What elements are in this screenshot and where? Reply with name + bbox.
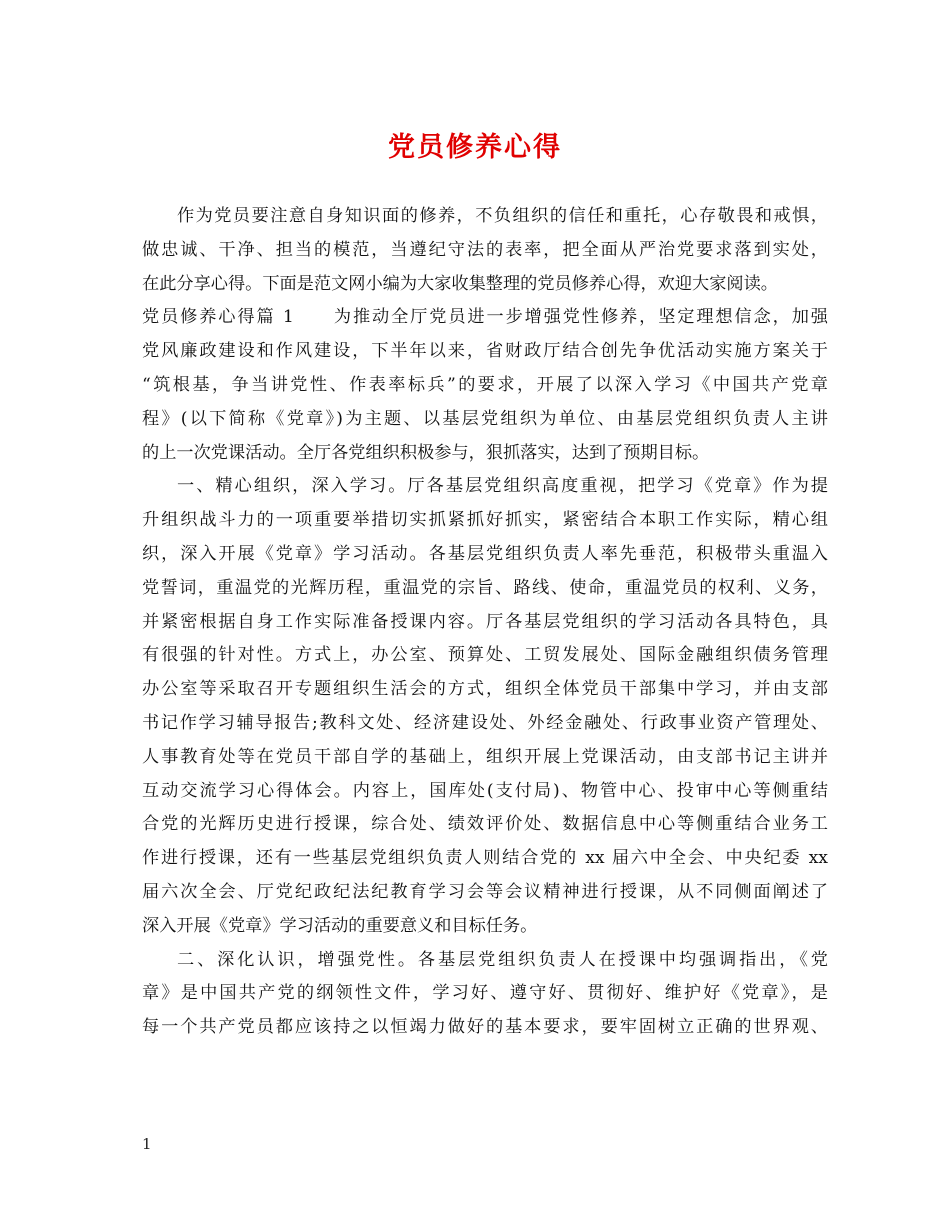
body-line: 互动交流学习心得体会。内容上，国库处(支付局)、物管中心、投审中心等侧重结 [142, 780, 828, 801]
body-line: 党誓词，重温党的光辉历程，重温党的宗旨、路线、使命，重温党员的权利、义务， [142, 577, 828, 598]
document-body [142, 200, 828, 1045]
body-line: 合党的光辉历史进行授课，综合处、绩效评价处、数据信息中心等侧重结合业务工 [142, 814, 828, 835]
body-line: 升组织战斗力的一项重要举措切实抓紧抓好抓实，紧密结合本职工作实际，精心组 [142, 510, 828, 531]
body-line: 每一个共产党员都应该持之以恒竭力做好的基本要求，要牢固树立正确的世界观、 [142, 1017, 828, 1038]
body-line: 一、精心组织，深入学习。厅各基层党组织高度重视，把学习《党章》作为提 [177, 476, 828, 497]
document-title: 党员修养心得 [388, 132, 562, 163]
body-line: 党员修养心得篇 1 为推动全厅党员进一步增强党性修养，坚定理想信念，加强 [142, 307, 828, 328]
body-line: 程》(以下简称《党章》)为主题、以基层党组织为单位、由基层党组织负责人主讲 [142, 408, 828, 429]
body-line: 在此分享心得。下面是范文网小编为大家收集整理的党员修养心得，欢迎大家阅读。 [142, 273, 778, 294]
body-line: 二、深化认识，增强党性。各基层党组织负责人在授课中均强调指出，《党 [177, 949, 828, 970]
page-number: 1 [142, 1135, 152, 1153]
body-line: 织，深入开展《党章》学习活动。各基层党组织负责人率先垂范，积极带头重温入 [142, 543, 828, 564]
body-line: 并紧密根据自身工作实际准备授课内容。厅各基层党组织的学习活动各具特色，具 [142, 611, 828, 632]
body-line: “筑根基，争当讲党性、作表率标兵”的要求，开展了以深入学习《中国共产党章 [142, 374, 828, 395]
body-line: 书记作学习辅导报告;教科文处、经济建设处、外经金融处、行政事业资产管理处、 [142, 712, 828, 733]
body-line: 的上一次党课活动。全厅各党组织积极参与，狠抓落实，达到了预期目标。 [142, 442, 710, 463]
body-line: 深入开展《党章》学习活动的重要意义和目标任务。 [142, 915, 538, 936]
body-line: 党风廉政建设和作风建设，下半年以来，省财政厅结合创先争优活动实施方案关于 [142, 341, 828, 362]
body-line: 人事教育处等在党员干部自学的基础上，组织开展上党课活动，由支部书记主讲并 [142, 746, 828, 767]
body-line: 办公室等采取召开专题组织生活会的方式，组织全体党员干部集中学习，并由支部 [142, 679, 828, 700]
body-line: 作进行授课，还有一些基层党组织负责人则结合党的 xx 届六中全会、中央纪委 xx [142, 848, 828, 869]
body-line: 届六次全会、厅党纪政纪法纪教育学习会等会议精神进行授课，从不同侧面阐述了 [142, 881, 828, 902]
body-line: 做忠诚、干净、担当的模范，当遵纪守法的表率，把全面从严治党要求落到实处， [142, 239, 828, 260]
body-line: 作为党员要注意自身知识面的修养，不负组织的信任和重托，心存敬畏和戒惧， [177, 206, 828, 226]
body-line: 章》是中国共产党的纲领性文件，学习好、遵守好、贯彻好、维护好《党章》，是 [142, 983, 828, 1004]
body-line: 有很强的针对性。方式上，办公室、预算处、工贸发展处、国际金融组织债务管理 [142, 645, 828, 666]
